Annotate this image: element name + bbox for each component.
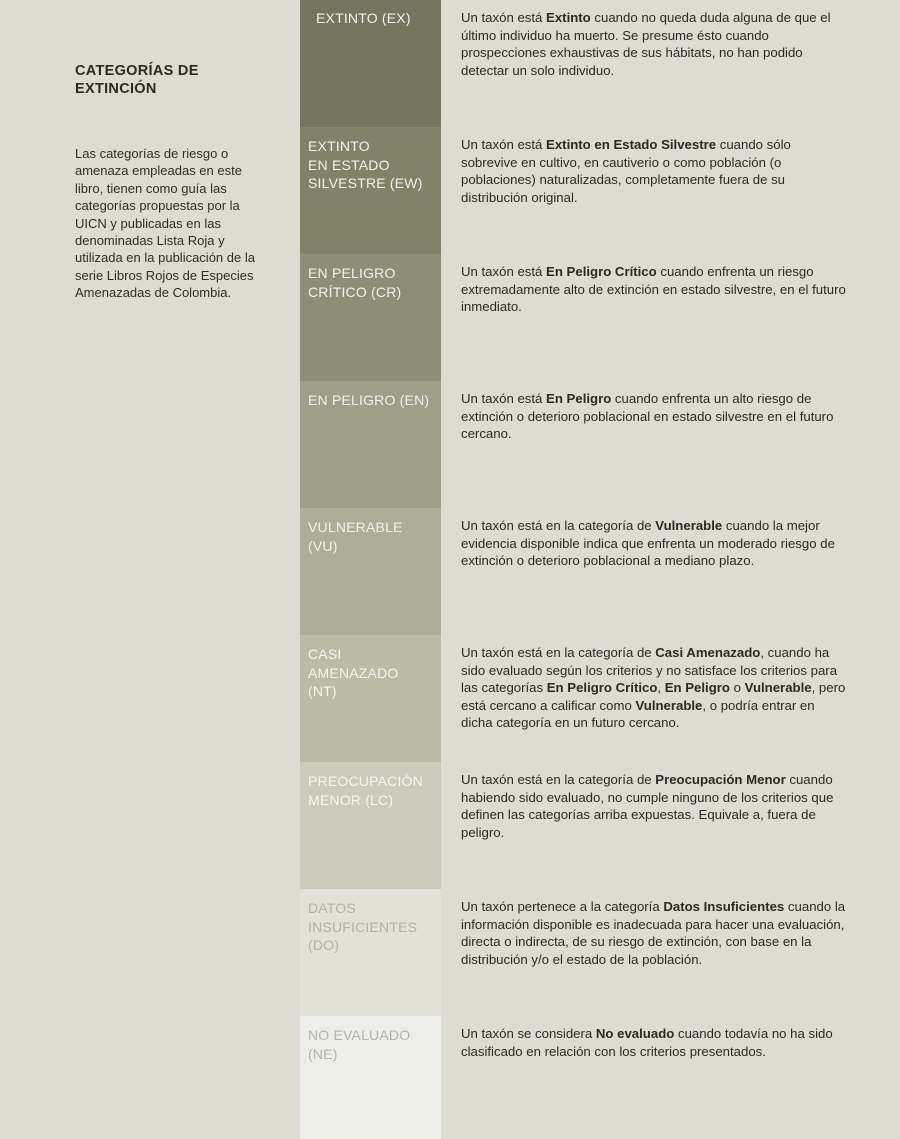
description-text: , pero está cercano a calificar como (461, 680, 846, 713)
category-description (461, 390, 846, 443)
category-description (461, 1025, 846, 1060)
category-band (300, 1016, 441, 1139)
emphasis-text: En Peligro Crítico (546, 680, 658, 696)
description-text: Un taxón está (461, 391, 547, 406)
category-band (300, 0, 441, 127)
category-label: EXTINTO (EX) (316, 10, 411, 26)
category-band (300, 635, 441, 762)
category-description (461, 898, 846, 968)
category-description (461, 771, 846, 841)
category-color-column (300, 0, 441, 1139)
emphasis-text: Preocupación Menor (655, 772, 786, 787)
category-label: CASI AMENAZADO (NT) (308, 646, 399, 699)
category-description (461, 263, 846, 316)
emphasis-text: Vulnerable (744, 680, 812, 696)
category-description (461, 9, 846, 79)
emphasis-text: En Peligro (546, 391, 612, 406)
emphasis-text: Casi Amenazado (655, 645, 761, 660)
intro-paragraph: Las categorías de riesgo o amenaza empleadas en este libro, tienen como guía las categorías propuestas por la UICN y publicadas en las denominadas Lista Roja y utilizada en la publicación de la serie Libros Rojos de Especies Amenazadas de Colombia. (75, 146, 255, 301)
category-label: PREOCUPACIÓN MENOR (LC) (308, 773, 423, 808)
emphasis-text: Extinto en Estado Silvestre (546, 137, 717, 152)
category-band (300, 381, 441, 508)
category-label: NO EVALUADO (NE) (308, 1027, 411, 1062)
category-band (300, 254, 441, 381)
description-text: cuando no queda duda alguna de que el último individuo ha muerto. Se presume ésto cuando prospecciones exhaustivas de sus hábitats, no han podido detectar un solo individuo. (461, 10, 831, 78)
category-band (300, 762, 441, 889)
description-text: Un taxón pertenece a la categoría (461, 899, 664, 914)
description-text: Un taxón está en la categoría de (461, 772, 656, 787)
category-description (461, 517, 846, 570)
description-text: cuando todavía no ha sido clasificado en relación con los criterios presentados. (461, 1026, 833, 1059)
description-text: Un taxón está en la categoría de (461, 518, 656, 533)
category-band (300, 508, 441, 635)
description-text: Un taxón se considera (461, 1026, 596, 1041)
description-text: cuando la información disponible es inadecuada para hacer una evaluación, directa o indirecta, de su riesgo de extinción, con base en la distribución y/o el estado de la población. (461, 899, 846, 967)
category-label: VULNERABLE (VU) (308, 519, 403, 554)
category-description (461, 644, 846, 732)
section-title: CATEGORÍAS DE EXTINCIÓN (75, 63, 199, 97)
emphasis-text: Vulnerable (655, 518, 723, 533)
emphasis-text: No evaluado (595, 1026, 675, 1041)
description-text: Un taxón está (461, 10, 547, 25)
description-text: , (657, 680, 665, 696)
emphasis-text: Extinto (546, 10, 591, 25)
description-text: , cuando ha sido evaluado según los criterios y no satisface los criterios para las categorías (461, 645, 838, 696)
category-band (300, 889, 441, 1016)
category-label: EN PELIGRO (EN) (308, 392, 430, 408)
category-band (300, 127, 441, 254)
description-text: cuando enfrenta un alto riesgo de extinción o deterioro poblacional en estado silvestre en el futuro cercano. (461, 391, 834, 442)
description-text: o (729, 680, 745, 696)
emphasis-text: Vulnerable (635, 697, 703, 713)
emphasis-text: En Peligro (664, 680, 730, 696)
description-text: Un taxón está en la categoría de (461, 645, 656, 660)
category-description (461, 136, 846, 206)
description-text: Un taxón está (461, 264, 547, 279)
description-text: cuando la mejor evidencia disponible indica que enfrenta un moderado riesgo de extinción o deterioro poblacional a mediano plazo. (461, 518, 835, 569)
description-text: Un taxón está (461, 137, 547, 152)
description-text: cuando enfrenta un riesgo extremadamente alto de extinción en estado silvestre, en el futuro inmediato. (461, 264, 846, 315)
category-label: EN PELIGRO CRÍTICO (CR) (308, 265, 402, 300)
description-text: cuando sólo sobrevive en cultivo, en cautiverio o como población (o poblaciones) naturalizadas, completamente fuera de su distribución original. (461, 137, 791, 205)
emphasis-text: En Peligro Crítico (546, 264, 657, 279)
description-text: , o podría entrar en dicha categoría en un futuro cercano. (461, 697, 815, 731)
description-text: cuando habiendo sido evaluado, no cumple ninguno de los criterios que definen las categorías arriba expuestas. Equivale a, fuera de peligro. (461, 772, 834, 840)
emphasis-text: Datos Insuficientes (663, 899, 785, 914)
category-label: EXTINTO EN ESTADO SILVESTRE (EW) (308, 138, 423, 191)
sidebar (75, 62, 270, 302)
category-label: DATOS INSUFICIENTES (DO) (308, 900, 418, 953)
